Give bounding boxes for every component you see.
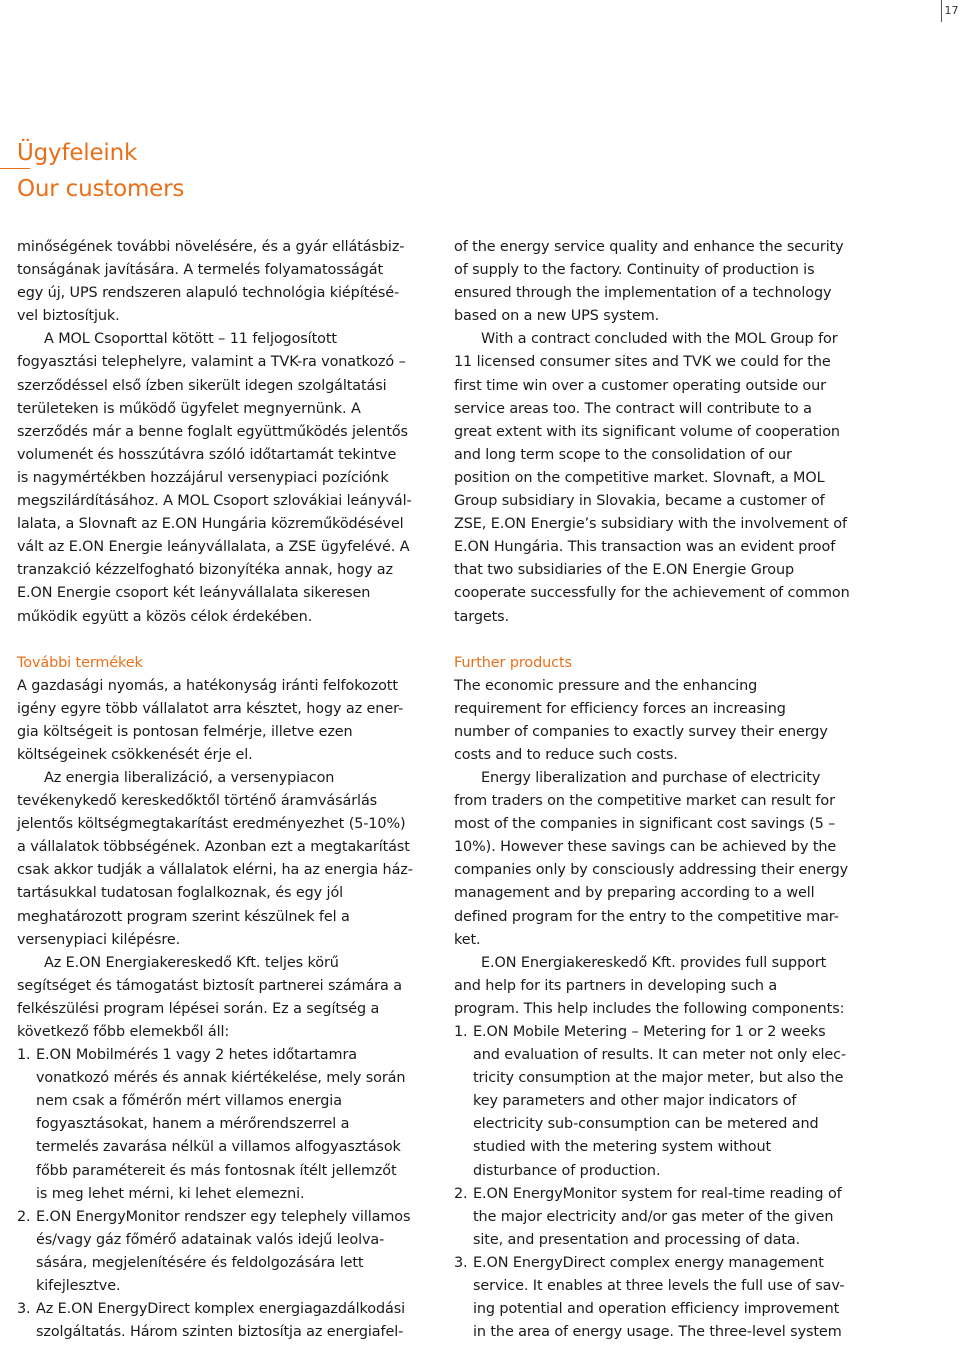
page-title-english: Our customers [17, 176, 185, 202]
en-paragraph-3: The economic pressure and the enhancing requirement for efficiency forces an increasing number of companies to exactly survey their energy costs and to reduce such costs. [454, 677, 828, 763]
en-component-list [454, 1021, 864, 1344]
hu-list-item-2 [17, 1206, 437, 1298]
hu-paragraph-1: minőségének további növelésére, és a gyár ellátásbiz- tonságának javítására. A termelés folyamatosságát egy új, UPS rendszeren alapuló technológia kiépítésé- vel biztosítjuk. [17, 239, 405, 325]
list-text: E.ON Mobilmérés 1 vagy 2 hetes időtartamra vonatkozó mérés és annak kiértékelése, mely során nem csak a főmérőn mért villamos energia fogyasztásokat, hanem a mérőrendszerrel a termelés zavarása nélkül a villamos alfogyasztások főbb paramétereit és más fontosnak ítélt jellemzőt is meg lehet mérni, ki lehet elemezni. [36, 1047, 406, 1202]
en-paragraph-2: With a contract concluded with the MOL Group for 11 licensed consumer sites and TVK we could for the first time win over a customer operating outside our service areas too. The contract will contribute to a great extent with its significant volume of cooperation and long term scope to the consolidation of our position on the competitive market. Slovnaft, a MOL Group subsidiary in Slovakia, became a customer of ZSE, E.ON Energie’s subsidiary with the involvement of E.ON Hungária. This transaction was an evident proof that two subsidiaries of the E.ON Energie Group cooperate successfully for the achievement of common targets. [454, 331, 850, 625]
en-paragraph-5: E.ON Energiakereskedő Kft. provides full support and help for its partners in developing such a program. This help includes the following components: [454, 954, 845, 1017]
list-number: 2. [454, 1185, 468, 1202]
hu-component-list [17, 1044, 437, 1344]
list-text: E.ON EnergyMonitor rendszer egy telephely villamos és/vagy gáz főmérő adatainak valós idejű leolva- sására, megjelenítésére és feldolgozására lett kifejlesztve. [36, 1208, 411, 1295]
hu-list-item-3 [17, 1298, 437, 1344]
hu-list-item-1 [17, 1044, 437, 1206]
title-accent-rule [0, 168, 30, 169]
hu-paragraph-5: Az E.ON Energiakereskedő Kft. teljes körű segítséget és támogatást biztosít partnerei számára a felkészülési program lépései során. Ez a segítség a következő főbb elemekből áll: [17, 954, 402, 1040]
page-title-hungarian: Ügyfeleink [17, 140, 138, 166]
en-list-item-3 [454, 1252, 864, 1344]
list-text: E.ON EnergyDirect complex energy management service. It enables at three levels the full use of sav- ing potential and operation efficiency improvement in the area of energy usage. The three-level system [473, 1254, 845, 1341]
list-text: Az E.ON EnergyDirect komplex energiagazdálkodási szolgáltatás. Három szinten biztosítja az energiafel- [36, 1301, 405, 1341]
hu-paragraph-4: Az energia liberalizáció, a versenypiacon tevékenykedő kereskedőktől történő áramvásárlás jelentős költségmegtakarítást eredményezhet (5-10%) a vállalatok többségének. Azonban ezt a megtakarítást csak akkor tudják a vállalatok elérni, ha az energia ház- tartásukkal tudatosan foglalkoznak, és egy jól meghatározott program szerint készülnek fel a versenypiaci kilépésre. [17, 769, 413, 948]
left-column-hungarian [17, 236, 437, 1344]
en-paragraph-4: Energy liberalization and purchase of electricity from traders on the competitive market can result for most of the companies in significant cost savings (5 – 10%). However these savings can be achieved by the companies only by consciously addressing their energy management and by preparing according to a well defined program for the entry to the competitive mar- ket. [454, 769, 849, 948]
list-number: 1. [17, 1047, 31, 1064]
hu-section-heading: További termékek [17, 654, 143, 671]
page-number: 17 [941, 0, 960, 22]
en-section-heading: Further products [454, 654, 572, 671]
en-list-item-1 [454, 1021, 864, 1183]
list-text: E.ON EnergyMonitor system for real-time reading of the major electricity and/or gas meter of the given site, and presentation and processing of data. [473, 1185, 842, 1248]
hu-paragraph-2: A MOL Csoporttal kötött – 11 feljogosított fogyasztási telephelyre, valamint a TVK-ra vonatkozó – szerződéssel első ízben sikerült idegen szolgáltatási területeken is működő ügyfelet megnyernünk. A szerződés már a benne foglalt együttműködés jelentős volumenét és hosszútávra szóló időtartamát tekintve is nagymértékben hozzájárul versenypiaci pozíciónk megszilárdításához. A MOL Csoport szlovákiai leányvál- lalata, a Slovnaft az E.ON Hungária közreműködésével vált az E.ON Energie leányvállalata, a ZSE ügyfelévé. A tranzakció kézzelfogható bizonyítéka annak, hogy az E.ON Energie csoport két leányvállalata sikeresen működik együtt a közös célok érdekében. [17, 331, 412, 625]
en-paragraph-1: of the energy service quality and enhance the security of supply to the factory. Continuity of production is ensured through the implementation of a technology based on a new UPS system. [454, 239, 844, 325]
list-number: 3. [17, 1301, 31, 1318]
list-number: 1. [454, 1024, 468, 1040]
list-number: 3. [454, 1254, 468, 1271]
right-column-english [454, 236, 864, 1344]
en-list-item-2 [454, 1183, 864, 1252]
list-text: E.ON Mobile Metering – Metering for 1 or 2 weeks and evaluation of results. It can meter not only elec- tricity consumption at the major meter, but also the key parameters and other major indicators of electricity sub-consumption can be metered and studied with the metering system without disturbance of production. [473, 1024, 847, 1179]
hu-paragraph-3: A gazdasági nyomás, a hatékonyság iránti felfokozott igény egyre több vállalatot arra késztet, hogy az ener- gia költségeit is pontosan felmérje, illetve ezen költségeinek csökkenését érje el. [17, 677, 404, 763]
list-number: 2. [17, 1208, 31, 1225]
